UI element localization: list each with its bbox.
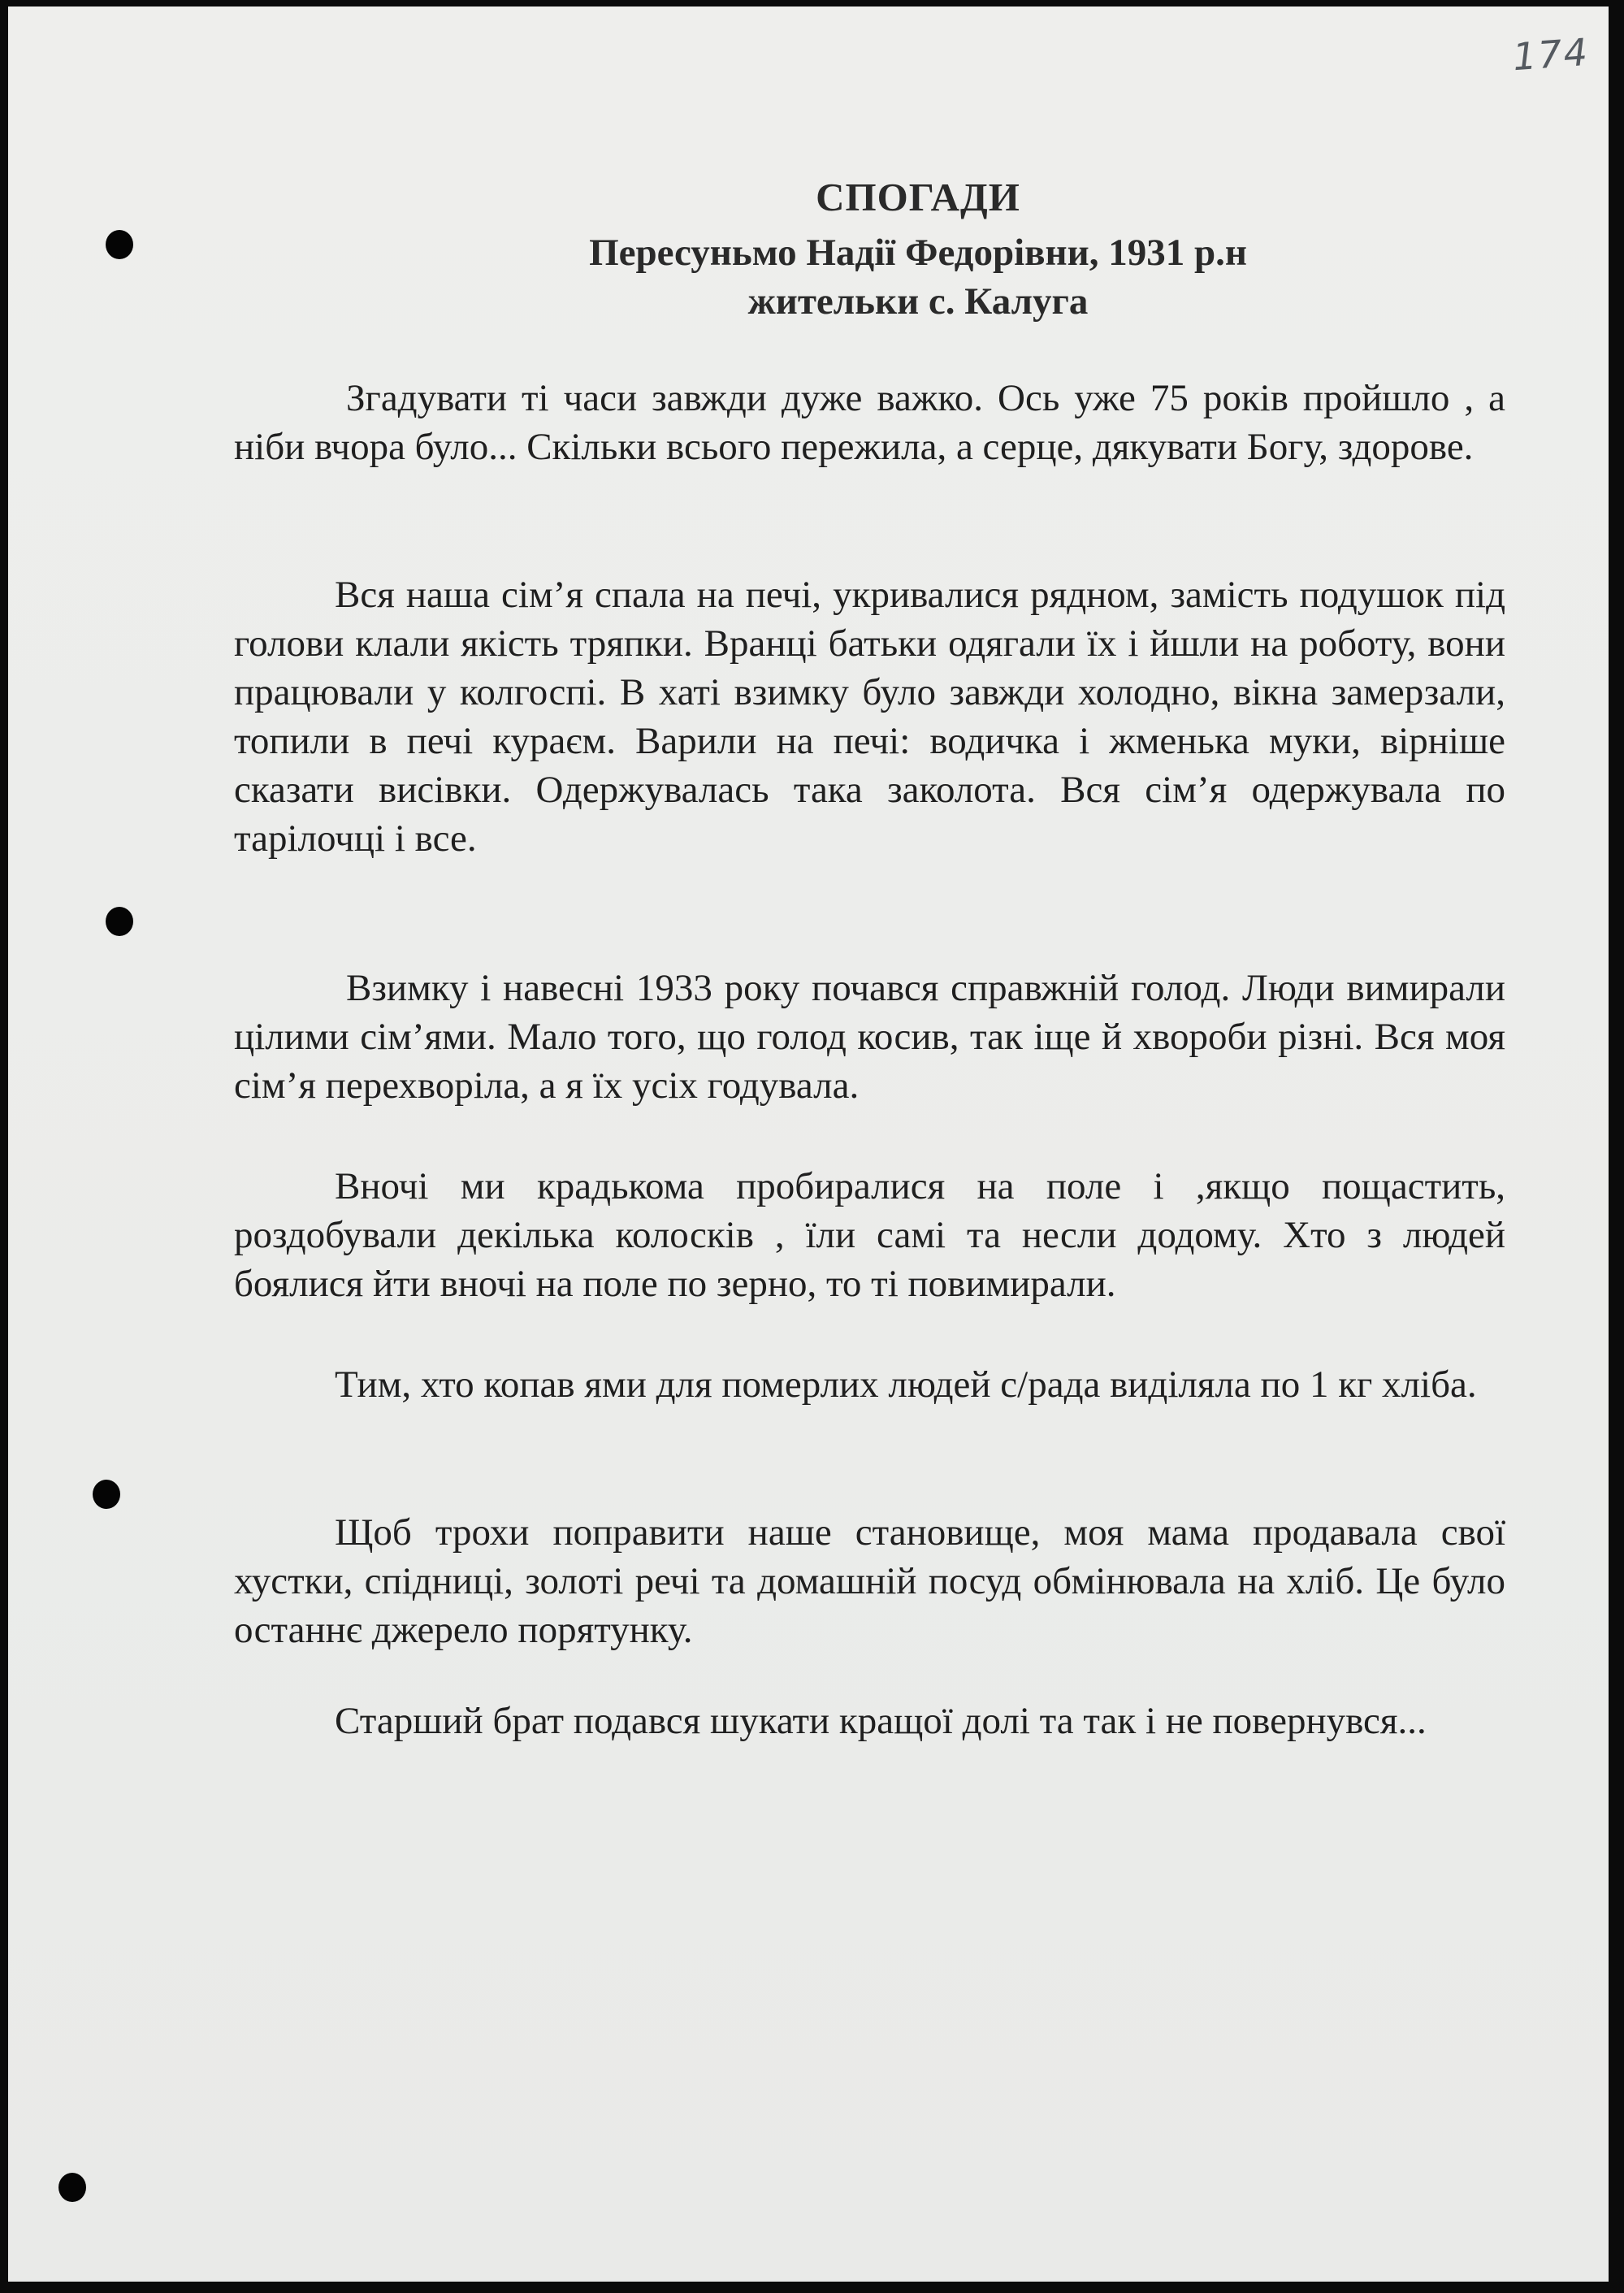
paragraph-gathering-grain: Вночі ми крадькома пробиралися на поле і ,якщо пощастить, роздобували декілька колосків , їли самі та несли додому. Хто з людей боялися йти вночі на поле по зерно, то ті повимирали. bbox=[234, 1165, 1505, 1305]
page-number: 174 bbox=[1511, 29, 1591, 80]
punch-hole bbox=[106, 907, 133, 936]
paragraph-grave-diggers: Тим, хто копав ями для померлих людей с/рада виділяла по 1 кг хліба. bbox=[335, 1363, 1477, 1406]
paragraph-famine-1933: Взимку і навесні 1933 року почався справжній голод. Люди вимирали цілими сім’ями. Мало того, що голод косив, так іще й хвороби різні. Вся моя сім’я перехворіла, а я їх усіх годувала. bbox=[234, 967, 1505, 1107]
document-subtitle-place: жительки с. Калуга bbox=[747, 280, 1089, 323]
document-subtitle-name: Пересуньмо Надії Федорівни, 1931 р.н bbox=[589, 232, 1247, 274]
paragraph-family-life: Вся наша сім’я спала на печі, укривалися рядном, замість подушок під голови клали якість тряпки. Вранці батьки одягали їх і йшли на роботу, вони працювали у колгоспі. В хаті взимку було завжди холодно, вікна замерзали, топили в печі кураєм. Варили на печі: водичка і жменька муки, вірніше сказати висівки. Одержувалась така заколота. Вся сім’я одержувала по тарілочці і все. bbox=[234, 574, 1505, 860]
punch-hole bbox=[58, 2173, 86, 2202]
paragraph-mother-trading: Щоб трохи поправити наше становище, моя мама продавала свої хустки, спідниці, золоті речі та домашній посуд обмінювала на хліб. Це було останнє джерело порятунку. bbox=[234, 1511, 1505, 1651]
paragraph-older-brother: Старший брат подався шукати кращої долі та так і не повернувся... bbox=[335, 1700, 1427, 1742]
paragraph-memories-intro: Згадувати ті часи завжди дуже важко. Ось уже 75 років пройшло , а ніби вчора було... Скільки всього пережила, а серце, дякувати Богу, здорове. bbox=[234, 377, 1505, 468]
document-page bbox=[8, 7, 1609, 2282]
punch-hole bbox=[93, 1480, 120, 1509]
document-title: СПОГАДИ bbox=[816, 175, 1020, 219]
